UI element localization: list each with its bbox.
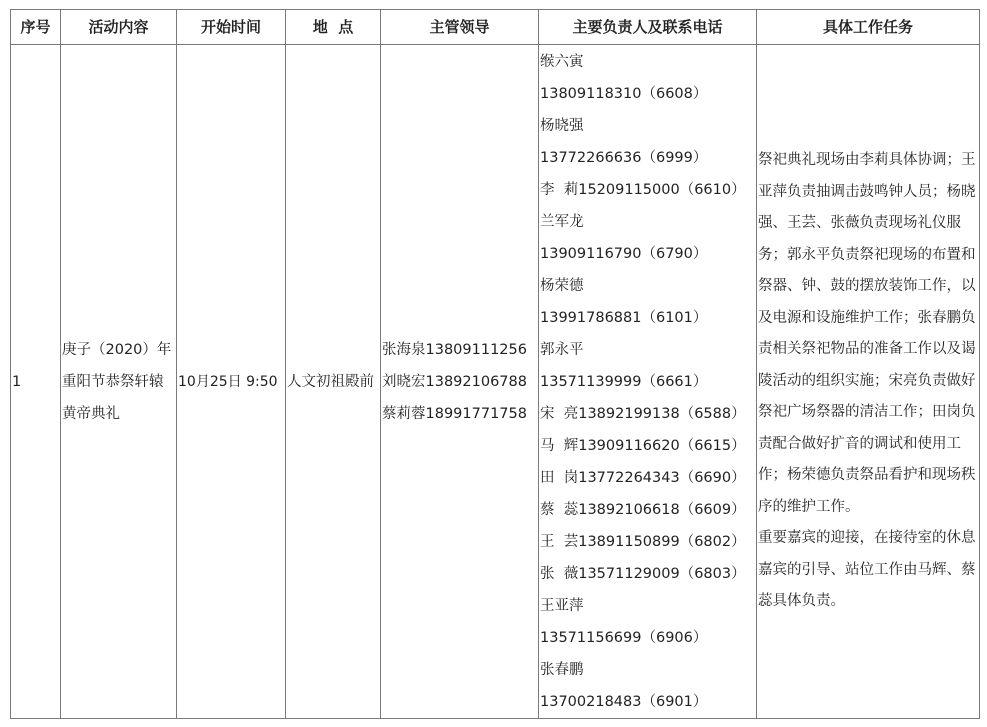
header-activity: 活动内容 [61, 10, 177, 45]
cell-location: 人文初祖殿前 [286, 45, 381, 719]
header-location: 地 点 [286, 10, 381, 45]
header-start-time: 开始时间 [177, 10, 286, 45]
contact-line: 13700218483（6901） [540, 693, 708, 710]
contact-line: 杨荣德 [540, 277, 584, 294]
duty-paragraph: 祭祀典礼现场由李莉具体协调；王亚萍负责抽调击鼓鸣钟人员；杨晓强、王芸、张薇负责现场礼仪服务；郭永平负责祭祀现场的布置和祭器、钟、鼓的摆放装饰工作，以及电源和设施维护工作；张春鹏负责相关祭祀物品的准备工作以及谒陵活动的组织实施；宋亮负责做好祭祀广场祭器的清洁工作；田岗负责配合做好扩音的调试和使用工作；杨荣德负责祭品看护和现场秩序的维护工作。 [758, 152, 976, 515]
contact-line: 13571139999（6661） [540, 373, 708, 390]
contact-line: 宋 亮13892199138（6588） [540, 405, 746, 422]
cell-duties [757, 45, 980, 719]
contact-line: 田 岗13772264343（6690） [540, 469, 746, 486]
contact-line: 张 薇13571129009（6803） [540, 565, 746, 582]
table-row [11, 45, 980, 719]
contact-line: 郭永平 [540, 341, 584, 358]
leader-line: 张海泉13809111256 [382, 341, 527, 358]
contact-line: 13772266636（6999） [540, 149, 708, 166]
contact-line: 王 芸13891150899（6802） [540, 533, 746, 550]
contact-line: 蔡 蕊13892106618（6609） [540, 501, 746, 518]
header-duties: 具体工作任务 [757, 10, 980, 45]
contact-line: 13571156699（6906） [540, 629, 708, 646]
cell-leaders [381, 45, 539, 719]
contact-line: 王亚萍 [540, 597, 584, 614]
contact-line: 兰军龙 [540, 213, 584, 230]
contact-line: 李 莉15209115000（6610） [540, 181, 746, 198]
cell-contacts [539, 45, 757, 719]
cell-start-time: 10月25日 9:50 [177, 45, 286, 719]
cell-activity: 庚子（2020）年重阳节恭祭轩辕黄帝典礼 [61, 45, 177, 719]
header-contacts: 主要负责人及联系电话 [539, 10, 757, 45]
contact-line: 13991786881（6101） [540, 309, 708, 326]
header-leader: 主管领导 [381, 10, 539, 45]
header-row [11, 10, 980, 45]
contact-line: 杨晓强 [540, 117, 584, 134]
contact-line: 马 辉13909116620（6615） [540, 437, 746, 454]
leader-line: 蔡莉蓉18991771758 [382, 405, 527, 422]
header-index: 序号 [11, 10, 61, 45]
leader-line: 刘晓宏13892106788 [382, 373, 527, 390]
contact-line: 13809118310（6608） [540, 85, 708, 102]
cell-index: 1 [11, 45, 61, 719]
schedule-table [10, 9, 980, 719]
contact-line: 缑六寅 [540, 53, 584, 70]
contact-line: 张春鹏 [540, 661, 584, 678]
contact-line: 13909116790（6790） [540, 245, 708, 262]
duty-paragraph: 重要嘉宾的迎接，在接待室的休息嘉宾的引导、站位工作由马辉、蔡蕊具体负责。 [758, 530, 976, 610]
